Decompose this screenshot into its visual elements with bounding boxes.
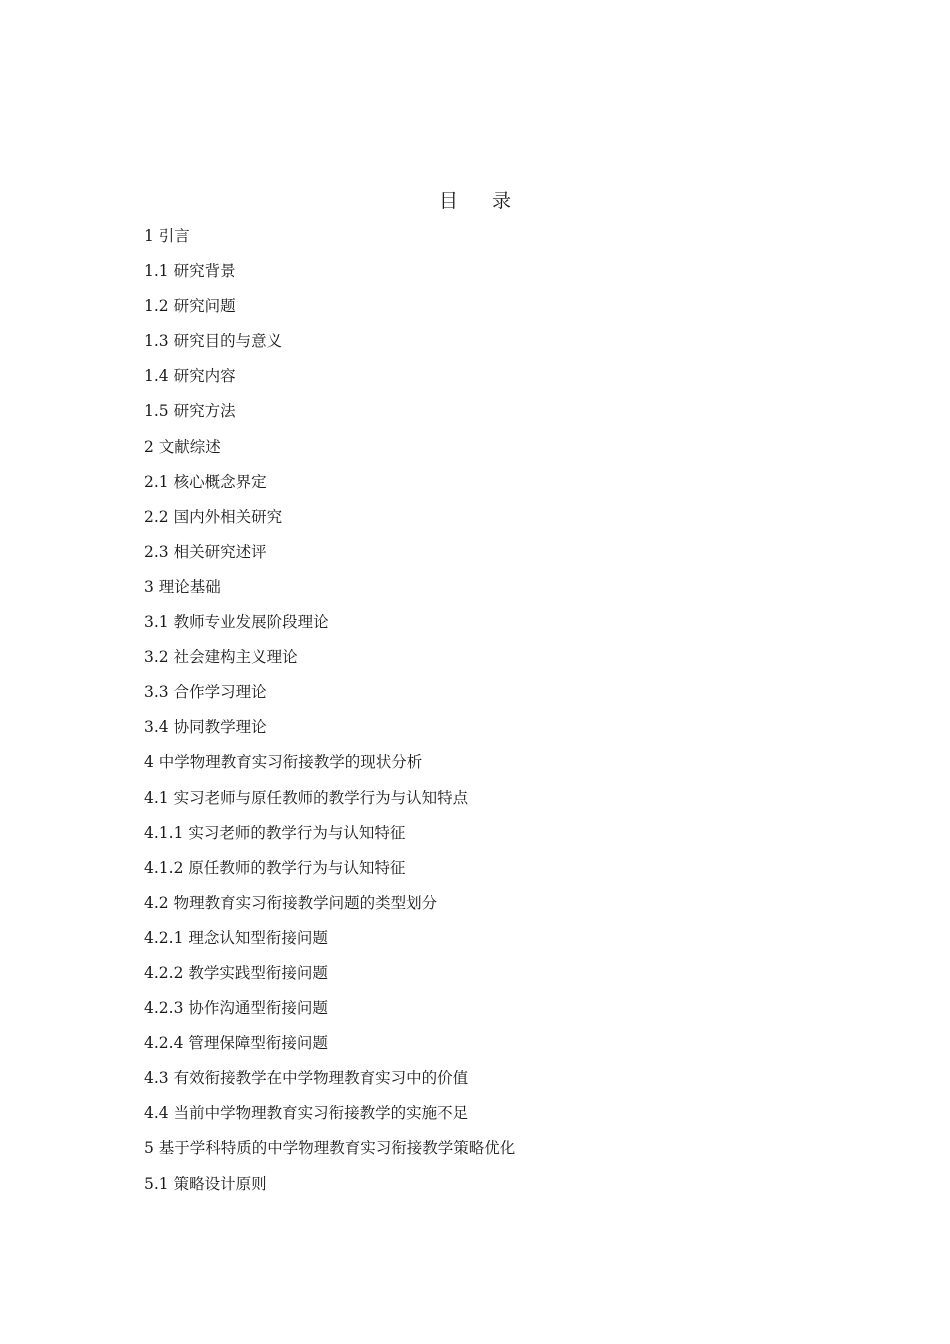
toc-entry[interactable]: 4.2.2 教学实践型衔接问题 bbox=[144, 963, 328, 982]
toc-entry[interactable]: 4.2.1 理念认知型衔接问题 bbox=[144, 928, 328, 947]
toc-entry[interactable]: 4.2 物理教育实习衔接教学问题的类型划分 bbox=[144, 893, 438, 912]
toc-entry[interactable]: 1.3 研究目的与意义 bbox=[144, 332, 283, 351]
toc-entry[interactable]: 2.3 相关研究述评 bbox=[144, 542, 267, 561]
toc-entry[interactable]: 1.5 研究方法 bbox=[144, 402, 236, 421]
toc-entry[interactable]: 3.2 社会建构主义理论 bbox=[144, 648, 298, 667]
toc-entry[interactable]: 4.4 当前中学物理教育实习衔接教学的实施不足 bbox=[144, 1104, 469, 1123]
toc-entry[interactable]: 4.2.3 协作沟通型衔接问题 bbox=[144, 999, 328, 1018]
toc-entry[interactable]: 1.4 研究内容 bbox=[144, 367, 236, 386]
toc-entry[interactable]: 3.1 教师专业发展阶段理论 bbox=[144, 613, 329, 632]
toc-entry[interactable]: 2 文献综述 bbox=[144, 437, 221, 456]
toc-entry[interactable]: 3.3 合作学习理论 bbox=[144, 683, 267, 702]
toc-entry[interactable]: 4.1.1 实习老师的教学行为与认知特征 bbox=[144, 823, 406, 842]
toc-entry[interactable]: 3.4 协同教学理论 bbox=[144, 718, 267, 737]
toc-entry[interactable]: 5 基于学科特质的中学物理教育实习衔接教学策略优化 bbox=[144, 1139, 516, 1158]
toc-entry[interactable]: 4.3 有效衔接教学在中学物理教育实习中的价值 bbox=[144, 1069, 469, 1088]
toc-entry[interactable]: 1.2 研究问题 bbox=[144, 297, 236, 316]
toc-entry[interactable]: 5.1 策略设计原则 bbox=[144, 1174, 267, 1193]
toc-list bbox=[144, 219, 515, 1202]
toc-entry[interactable]: 1.1 研究背景 bbox=[144, 262, 236, 281]
toc-entry[interactable]: 1 引言 bbox=[144, 227, 190, 245]
toc-entry[interactable]: 3 理论基础 bbox=[144, 577, 221, 596]
toc-entry[interactable]: 4.1.2 原任教师的教学行为与认知特征 bbox=[144, 858, 406, 877]
toc-entry[interactable]: 4 中学物理教育实习衔接教学的现状分析 bbox=[144, 753, 423, 772]
toc-title: 目 录 bbox=[438, 190, 526, 212]
toc-entry[interactable]: 4.1 实习老师与原任教师的教学行为与认知特点 bbox=[144, 788, 469, 807]
toc-entry[interactable]: 4.2.4 管理保障型衔接问题 bbox=[144, 1034, 328, 1053]
toc-entry[interactable]: 2.2 国内外相关研究 bbox=[144, 507, 283, 526]
toc-entry[interactable]: 2.1 核心概念界定 bbox=[144, 472, 267, 491]
